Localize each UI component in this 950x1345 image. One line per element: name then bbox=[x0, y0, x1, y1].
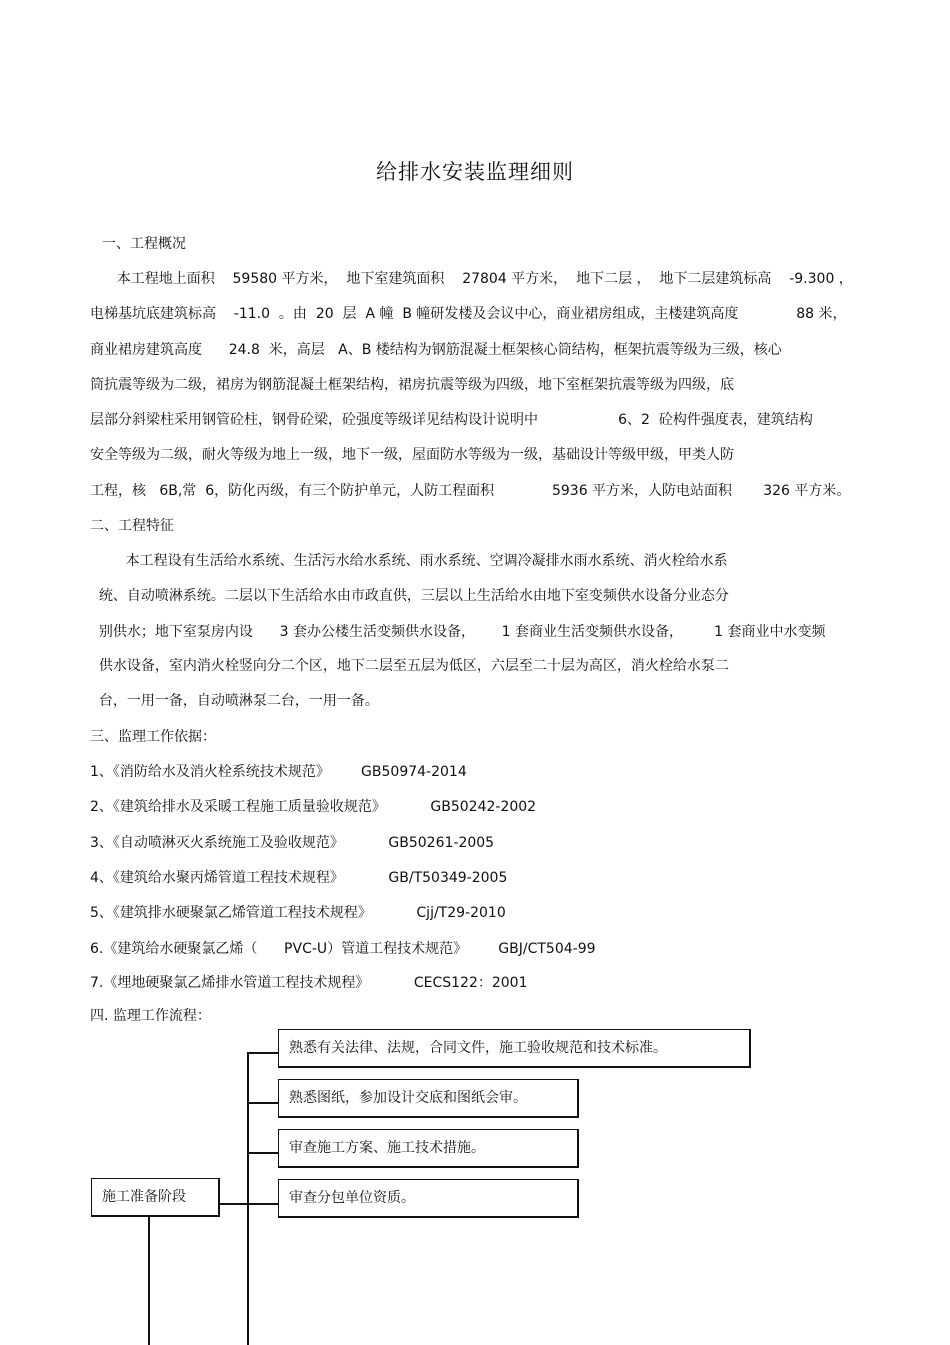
flow-step-connector bbox=[247, 1052, 278, 1054]
flow-step-box: 审查分包单位资质。 bbox=[278, 1179, 579, 1218]
section-heading-overview: 一、工程概况 bbox=[102, 236, 186, 252]
list-item: 3、《自动喷淋灭火系统施工及验收规范》 GB50261-2005 bbox=[90, 835, 495, 851]
list-item: 4、《建筑给水聚丙烯管道工程技术规程》 GB/T50349-2005 bbox=[90, 870, 508, 886]
list-item: 1、《消防给水及消火栓系统技术规范》 GB50974-2014 bbox=[90, 764, 467, 780]
flow-step-box: 熟悉图纸，参加设计交底和图纸会审。 bbox=[278, 1079, 579, 1118]
paragraph-line: 筒抗震等级为二级，裙房为钢筋混凝土框架结构，裙房抗震等级为四级，地下室框架抗震等级为四级，底 bbox=[90, 377, 734, 393]
list-item: 6.《建筑给水硬聚氯乙烯（ PVC-U）管道工程技术规范》 GBJ/CT504-99 bbox=[90, 941, 596, 957]
paragraph-line: 本工程地上面积 59580 平方米， 地下室建筑面积 27804 平方米， 地下二层 ， 地下二层建筑标高 -9.300 ， bbox=[90, 271, 853, 287]
flow-step-box: 审查施工方案、施工技术措施。 bbox=[278, 1129, 579, 1168]
list-item: 7.《埋地硬聚氯乙烯排水管道工程技术规程》 CECS122：2001 bbox=[90, 975, 528, 991]
section-heading-features: 二、工程特征 bbox=[90, 518, 174, 534]
document-title: 给排水安装监理细则 bbox=[376, 160, 574, 184]
flow-step-connector bbox=[247, 1102, 278, 1104]
paragraph-line: 层部分斜梁柱采用钢管砼柱，钢骨砼梁，砼强度等级详见结构设计说明中 6、2 砼构件强度表，建筑结构 bbox=[90, 412, 813, 428]
flow-stage-box: 施工准备阶段 bbox=[91, 1178, 220, 1217]
flow-step-box: 熟悉有关法律、法规，合同文件，施工验收规范和技术标准。 bbox=[278, 1029, 751, 1068]
list-item: 2、《建筑给排水及采暖工程施工质量验收规范》 GB50242-2002 bbox=[90, 799, 537, 815]
paragraph-line: 别供水；地下室泵房内设 3 套办公楼生活变频供水设备， 1 套商业生活变频供水设备， 1 套商业中水变频 bbox=[90, 624, 826, 640]
list-item: 5、《建筑排水硬聚氯乙烯管道工程技术规程》 Cjj/T29-2010 bbox=[90, 905, 506, 921]
flow-step-connector bbox=[247, 1203, 278, 1205]
section-heading-workflow: 四. 监理工作流程： bbox=[90, 1008, 211, 1024]
paragraph-line: 电梯基坑底建筑标高 -11.0 。由 20 层 A 幢 B 幢研发楼及会议中心，商业裙房组成，主楼建筑高度 88 米， bbox=[90, 306, 847, 322]
paragraph-line: 本工程设有生活给水系统、生活污水给水系统、雨水系统、空调冷凝排水雨水系统、消火栓给水系 bbox=[90, 553, 728, 569]
flow-trunk-line bbox=[247, 1052, 249, 1345]
paragraph-line: 台，一用一备，自动喷淋泵二台，一用一备。 bbox=[90, 693, 379, 709]
paragraph-line: 供水设备，室内消火栓竖向分二个区，地下二层至五层为低区，六层至二十层为高区，消火栓给水泵二 bbox=[90, 658, 729, 674]
paragraph-line: 商业裙房建筑高度 24.8 米，高层 A、B 楼结构为钢筋混凝土框架核心筒结构，框架抗震等级为三级，核心 bbox=[90, 342, 782, 358]
section-heading-basis: 三、监理工作依据： bbox=[90, 729, 216, 745]
paragraph-line: 安全等级为二级，耐火等级为地上一级，地下一级，屋面防水等级为一级，基础设计等级甲级，甲类人防 bbox=[90, 447, 734, 463]
flow-step-connector bbox=[247, 1152, 278, 1154]
paragraph-line: 统、自动喷淋系统。二层以下生活给水由市政直供，三层以上生活给水由地下室变频供水设备分业态分 bbox=[90, 588, 729, 604]
flow-stage-down-line bbox=[148, 1216, 150, 1345]
paragraph-line: 工程，核 6B,常 6，防化丙级，有三个防护单元，人防工程面积 5936 平方米，人防电站面积 326 平方米。 bbox=[90, 483, 851, 499]
flow-stage-connector bbox=[219, 1203, 248, 1205]
